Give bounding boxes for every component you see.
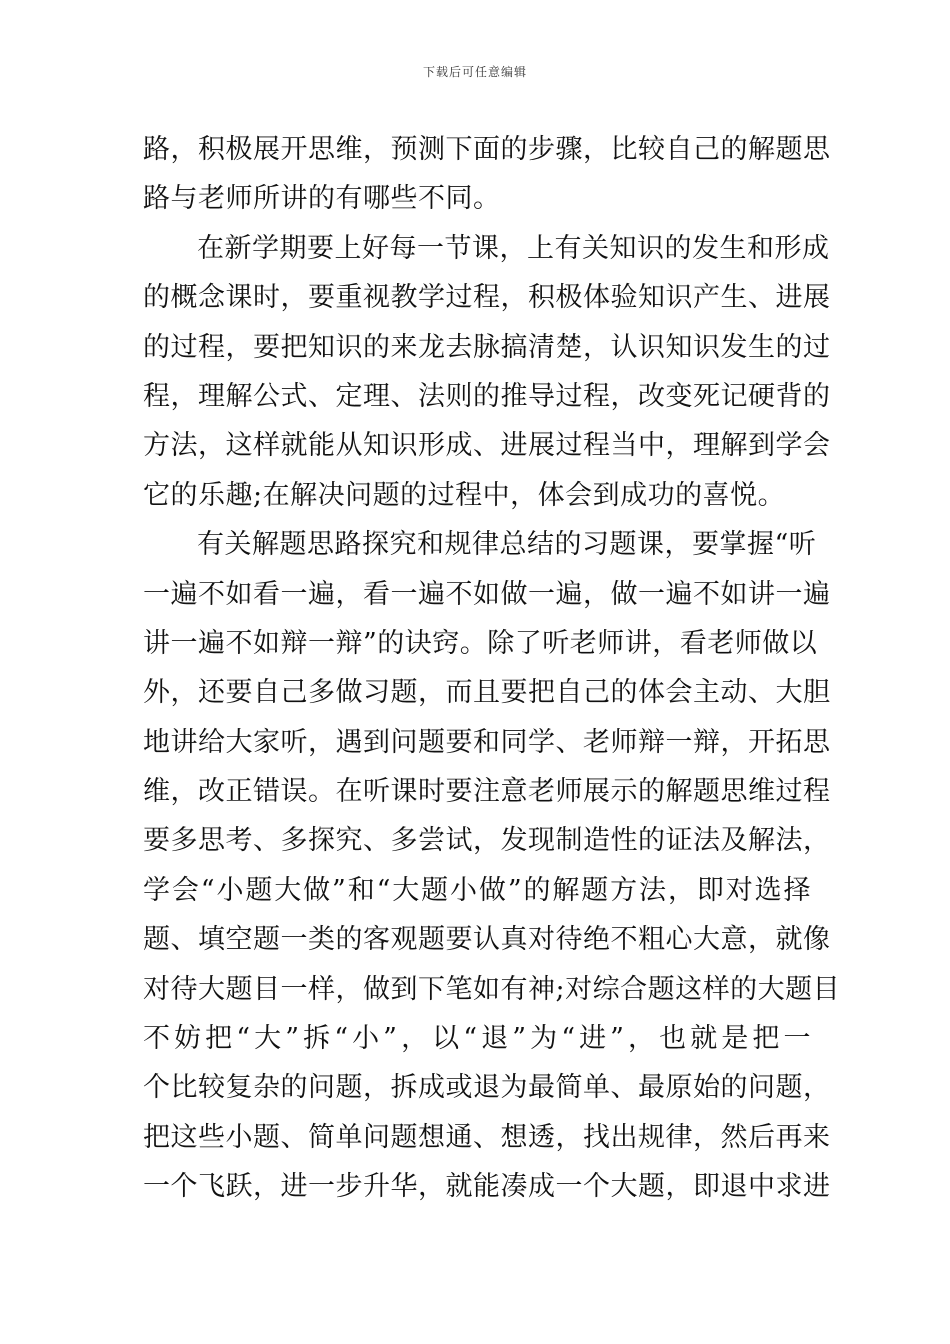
text-line: 把这些小题、简单问题想通、想透，找出规律，然后再来 <box>143 1121 831 1153</box>
paragraph-3 <box>143 520 841 1211</box>
text-line: 路，积极展开思维，预测下面的步骤，比较自己的解题思 <box>143 134 831 165</box>
paragraph-2 <box>143 224 831 520</box>
text-line: 学会“小题大做”和“大题小做”的解题方法，即对选择 <box>143 874 811 906</box>
text-line: 个比较复杂的问题，拆成或退为最简单、最原始的问题， <box>143 1072 831 1104</box>
text-line: 要多思考、多探究、多尝试，发现制造性的证法及解法， <box>143 825 831 857</box>
text-line: 讲一遍不如辩一辩”的诀窍。除了听老师讲，看老师做以 <box>143 627 818 659</box>
text-line: 对待大题目一样，做到下笔如有神;对综合题这样的大题目 <box>143 973 841 1005</box>
text-line: 它的乐趣;在解决问题的过程中，体会到成功的喜悦。 <box>143 479 786 511</box>
text-line: 一个飞跃，进一步升华，就能凑成一个大题，即退中求进 <box>143 1171 831 1203</box>
page-header-note: 下载后可任意编辑 <box>422 65 527 79</box>
text-line: 在新学期要上好每一节课，上有关知识的发生和形成 <box>197 232 830 264</box>
text-line: 题、填空题一类的客观题要认真对待绝不粗心大意，就像 <box>143 924 831 956</box>
text-line: 有关解题思路探究和规律总结的习题课，要掌握“听 <box>197 529 817 561</box>
text-line: 路与老师所讲的有哪些不同。 <box>143 183 501 215</box>
text-line: 外，还要自己多做习题，而且要把自己的体会主动、大胆 <box>143 677 831 709</box>
text-line: 地讲给大家听，遇到问题要和同学、老师辩一辩，开拓思 <box>143 726 831 758</box>
text-line: 程，理解公式、定理、法则的推导过程，改变死记硬背的 <box>143 380 831 412</box>
text-line: 不妨把“大”拆“小”，以“退”为“进”，也就是把一 <box>143 1023 811 1055</box>
text-line: 方法，这样就能从知识形成、进展过程当中，理解到学会 <box>143 430 831 462</box>
text-line: 的过程，要把知识的来龙去脉搞清楚，认识知识发生的过 <box>143 331 831 363</box>
paragraph-1 <box>143 125 831 224</box>
text-line: 一遍不如看一遍，看一遍不如做一遍，做一遍不如讲一遍 <box>143 578 831 610</box>
document-body <box>143 125 841 1212</box>
text-line: 维，改正错误。在听课时要注意老师展示的解题思维过程 <box>143 776 831 808</box>
text-line: 的概念课时，要重视教学过程，积极体验知识产生、进展 <box>143 282 831 314</box>
